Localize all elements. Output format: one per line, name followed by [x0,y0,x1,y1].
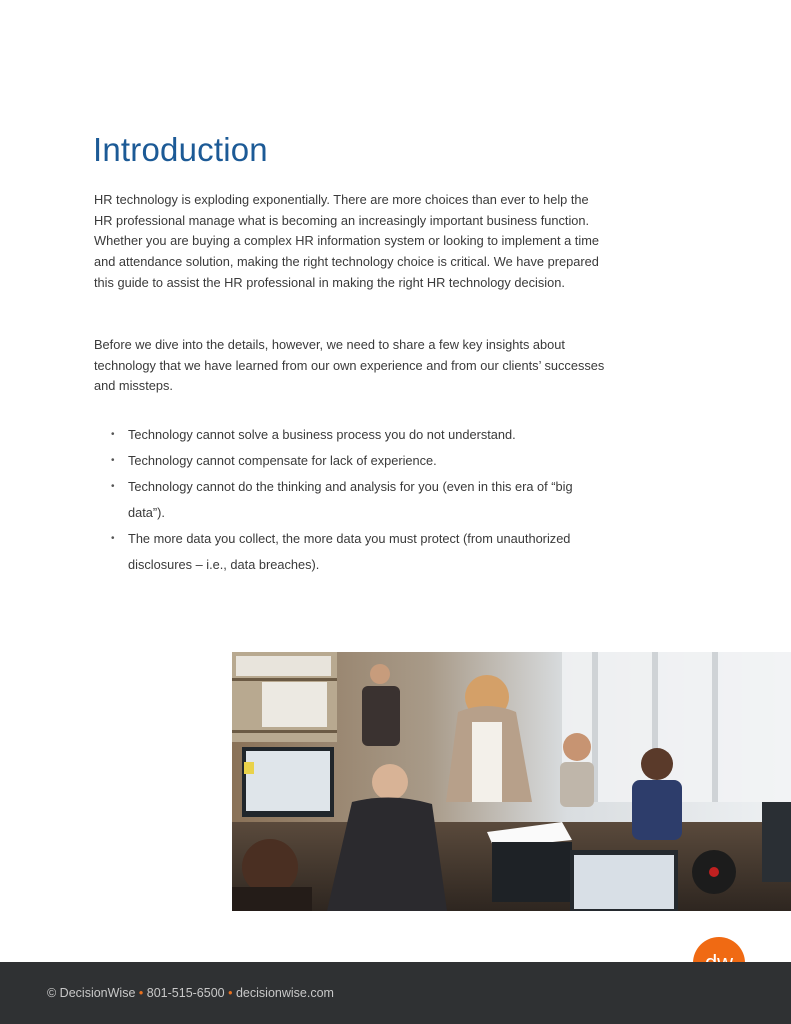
footer-contact [47,986,334,1000]
list-item [111,526,591,578]
page-title: Introduction [93,131,268,168]
footer-copyright: © DecisionWise [47,986,136,1000]
list-item [111,448,591,474]
bullet-icon: • [111,429,115,440]
page-footer [0,962,791,1024]
list-item [111,422,591,448]
bullet-icon: • [111,533,115,544]
office-team-photo [232,652,791,911]
footer-separator: • [228,986,233,1000]
insights-list [111,422,591,578]
footer-separator: • [138,986,144,1000]
list-item-text: Technology cannot solve a business process you do not understand. [128,427,516,442]
bullet-icon: • [111,455,115,466]
footer-phone: 801-515-6500 [146,986,225,1000]
intro-paragraph-1: HR technology is exploding exponentially. There are more choices than ever to help the HR professional manage what is becoming an increasingly important business function. Whether you are buying a complex HR information system or looking to implement a time and attendance solution, making the right technology choice is critical. We have prepared this guide to assist the HR professional in making the right HR technology decision. [94,192,599,290]
bullet-icon: • [111,481,115,492]
list-item-text: The more data you collect, the more data you must protect (from unauthorized disclosures – i.e., data breaches). [128,531,571,572]
intro-paragraph-2: Before we dive into the details, however, we need to share a few key insights about technology that we have learned from our own experience and from our clients’ successes and missteps. [94,337,605,394]
list-item-text: Technology cannot do the thinking and analysis for you (even in this era of “big data”). [128,479,573,520]
footer-website-link[interactable]: decisionwise.com [235,986,334,1000]
list-item-text: Technology cannot compensate for lack of experience. [128,453,437,468]
list-item [111,474,591,526]
